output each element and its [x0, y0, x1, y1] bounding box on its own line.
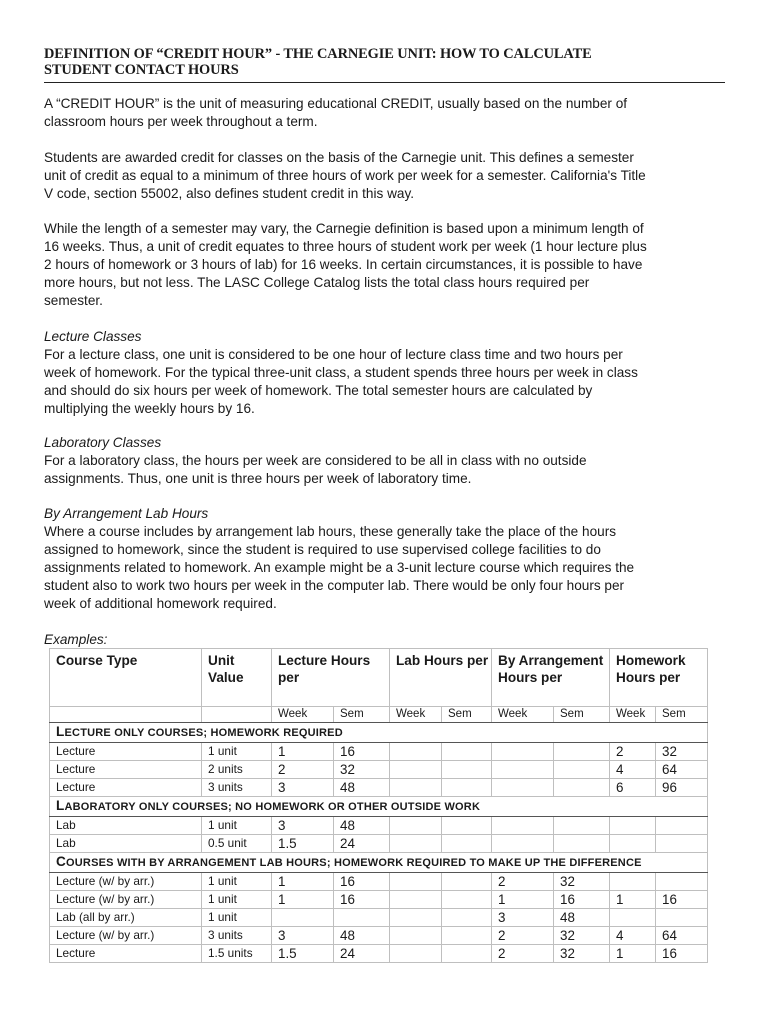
title-divider [44, 82, 725, 83]
hours-cell: 48 [554, 909, 610, 927]
hours-cell [442, 945, 492, 963]
table-header-row [50, 649, 708, 707]
hours-cell: 24 [334, 945, 390, 963]
table-row [50, 909, 708, 927]
course-type-cell: Lecture [50, 779, 202, 797]
hours-cell: 1.5 [272, 835, 334, 853]
table-row [50, 835, 708, 853]
table-row [50, 873, 708, 891]
paragraph-line: While the length of a semester may vary, the Carnegie definition is based upon a minimum length of [44, 221, 644, 236]
examples-table [49, 648, 708, 963]
intro-paragraph [44, 95, 734, 131]
hours-cell: 48 [334, 779, 390, 797]
hours-cell [610, 873, 656, 891]
subheader-blank [50, 707, 202, 723]
table-row [50, 927, 708, 945]
hours-cell [442, 743, 492, 761]
section-title-initial: L [56, 798, 65, 813]
hours-cell [492, 761, 554, 779]
unit-value-cell: 3 units [202, 779, 272, 797]
hours-cell: 48 [334, 817, 390, 835]
subheader-sem: Sem [334, 707, 390, 723]
paragraph-line: For a lecture class, one unit is considered to be one hour of lecture class time and two hours per [44, 347, 623, 362]
hours-cell [492, 779, 554, 797]
course-type-cell: Lab [50, 835, 202, 853]
hours-cell [442, 835, 492, 853]
hours-cell [390, 779, 442, 797]
paragraph-line: multiplying the weekly hours by 16. [44, 401, 255, 416]
subheader-week: Week [492, 707, 554, 723]
section-title-rest: ABORATORY ONLY COURSES; NO HOMEWORK OR OTHER OUTSIDE WORK [64, 801, 481, 813]
hours-cell [390, 761, 442, 779]
hours-cell [390, 945, 442, 963]
hours-cell [390, 873, 442, 891]
section-title-rest: OURSES WITH BY ARRANGEMENT LAB HOURS; HOMEWORK REQUIRED TO MAKE UP THE DIFFERENCE [66, 857, 642, 869]
unit-value-cell: 2 units [202, 761, 272, 779]
hours-cell [390, 817, 442, 835]
paragraph-line: semester. [44, 293, 103, 308]
paragraph-line: week of additional homework required. [44, 596, 277, 611]
course-type-cell: Lecture (w/ by arr.) [50, 927, 202, 945]
hours-cell: 16 [334, 891, 390, 909]
hours-cell: 32 [656, 743, 708, 761]
subheader-blank [202, 707, 272, 723]
laboratory-classes-heading: Laboratory Classes [44, 435, 162, 450]
subheader-week: Week [610, 707, 656, 723]
hours-cell [492, 817, 554, 835]
hours-cell: 2 [492, 945, 554, 963]
hours-cell: 1.5 [272, 945, 334, 963]
hours-cell [610, 817, 656, 835]
section-title-initial: C [56, 854, 67, 869]
hours-cell: 1 [610, 945, 656, 963]
section-title-initial: L [56, 724, 65, 739]
hours-cell: 96 [656, 779, 708, 797]
hours-cell: 1 [272, 873, 334, 891]
by-arrangement-heading: By Arrangement Lab Hours [44, 506, 209, 521]
unit-value-cell: 3 units [202, 927, 272, 945]
hours-cell [442, 873, 492, 891]
paragraph-line: Where a course includes by arrangement lab hours, these generally take the place of the hours [44, 524, 617, 539]
hours-cell [554, 743, 610, 761]
section-title [50, 723, 708, 743]
paragraph-line: classroom hours per week throughout a term. [44, 114, 318, 129]
paragraph-line: unit of credit as equal to a minimum of three hours of work per week for a semester. California's Title [44, 168, 646, 183]
table-section-row [50, 723, 708, 743]
subheader-sem: Sem [656, 707, 708, 723]
paragraph-line: week of homework. For the typical three-unit class, a student spends three hours per week in class [44, 365, 638, 380]
hours-cell: 3 [272, 779, 334, 797]
hours-cell [610, 835, 656, 853]
page-title [44, 46, 704, 78]
table-row [50, 945, 708, 963]
unit-value-cell: 1 unit [202, 873, 272, 891]
unit-value-cell: 1 unit [202, 743, 272, 761]
course-type-cell: Lecture [50, 761, 202, 779]
hours-cell: 16 [656, 945, 708, 963]
hours-cell [272, 909, 334, 927]
paragraph-line: A “CREDIT HOUR” is the unit of measuring educational CREDIT, usually based on the number of [44, 96, 628, 111]
hours-cell: 2 [272, 761, 334, 779]
table-subheader-row [50, 707, 708, 723]
hours-cell: 32 [554, 873, 610, 891]
hours-cell [492, 743, 554, 761]
hours-cell: 48 [334, 927, 390, 945]
course-type-cell: Lecture (w/ by arr.) [50, 891, 202, 909]
hours-cell: 64 [656, 761, 708, 779]
laboratory-classes-paragraph [44, 452, 734, 488]
section-title [50, 853, 708, 873]
paragraph-line: 16 weeks. Thus, a unit of credit equates to three hours of student work per week (1 hour lecture plus [44, 239, 647, 254]
hours-cell: 16 [334, 743, 390, 761]
paragraph-line: 2 hours of homework or 3 hours of lab) for 16 weeks. In certain circumstances, it is possible to have [44, 257, 643, 272]
hours-cell: 32 [334, 761, 390, 779]
section-title [50, 797, 708, 817]
hours-cell [554, 779, 610, 797]
title-line-1: DEFINITION OF “CREDIT HOUR” - THE CARNEGIE UNIT: HOW TO CALCULATE [44, 46, 592, 62]
course-type-cell: Lab (all by arr.) [50, 909, 202, 927]
unit-value-cell: 1 unit [202, 909, 272, 927]
hours-cell [390, 835, 442, 853]
hours-cell [442, 891, 492, 909]
hours-cell [442, 927, 492, 945]
header-by-arrangement-hours: By Arrangement Hours per [492, 649, 610, 707]
hours-cell [554, 835, 610, 853]
paragraph-line: assignments. Thus, one unit is three hours per week of laboratory time. [44, 471, 472, 486]
header-course-type: Course Type [50, 649, 202, 707]
subheader-week: Week [390, 707, 442, 723]
hours-cell [442, 817, 492, 835]
hours-cell: 3 [272, 817, 334, 835]
hours-cell [554, 817, 610, 835]
hours-cell [656, 873, 708, 891]
header-lab-hours: Lab Hours per [390, 649, 492, 707]
hours-cell: 16 [656, 891, 708, 909]
hours-cell: 2 [492, 873, 554, 891]
hours-cell: 16 [334, 873, 390, 891]
hours-cell [492, 835, 554, 853]
hours-cell: 4 [610, 927, 656, 945]
lecture-classes-heading: Lecture Classes [44, 329, 142, 344]
table-row [50, 891, 708, 909]
hours-cell [390, 927, 442, 945]
course-type-cell: Lecture [50, 945, 202, 963]
hours-cell [390, 909, 442, 927]
paragraph-line: and should do six hours per week of homework. The total semester hours are calculated by [44, 383, 593, 398]
header-lecture-hours: Lecture Hours per [272, 649, 390, 707]
hours-cell: 1 [492, 891, 554, 909]
hours-cell: 1 [272, 891, 334, 909]
hours-cell: 4 [610, 761, 656, 779]
hours-cell: 64 [656, 927, 708, 945]
table-row [50, 817, 708, 835]
hours-cell: 32 [554, 927, 610, 945]
paragraph-line: student also to work two hours per week in the computer lab. There would be only four hours per [44, 578, 625, 593]
hours-cell: 1 [610, 891, 656, 909]
unit-value-cell: 1 unit [202, 817, 272, 835]
hours-cell: 2 [610, 743, 656, 761]
paragraph-line: V code, section 55002, also defines student credit in this way. [44, 186, 415, 201]
hours-cell: 3 [272, 927, 334, 945]
hours-cell [656, 909, 708, 927]
unit-value-cell: 1.5 units [202, 945, 272, 963]
header-unit-value: Unit Value [202, 649, 272, 707]
hours-cell: 3 [492, 909, 554, 927]
hours-cell: 16 [554, 891, 610, 909]
title-line-2: STUDENT CONTACT HOURS [44, 62, 239, 78]
hours-cell [334, 909, 390, 927]
hours-cell: 32 [554, 945, 610, 963]
hours-cell: 1 [272, 743, 334, 761]
unit-value-cell: 1 unit [202, 891, 272, 909]
unit-value-cell: 0.5 unit [202, 835, 272, 853]
hours-cell [610, 909, 656, 927]
table-section-row [50, 853, 708, 873]
table-section-row [50, 797, 708, 817]
by-arrangement-paragraph [44, 523, 734, 613]
subheader-week: Week [272, 707, 334, 723]
subheader-sem: Sem [554, 707, 610, 723]
paragraph-line: more hours, but not less. The LASC College Catalog lists the total class hours required per [44, 275, 590, 290]
table-row [50, 743, 708, 761]
paragraph-line: assigned to homework, since the student is required to use supervised college facilities to do [44, 542, 601, 557]
subheader-sem: Sem [442, 707, 492, 723]
paragraph-line: Students are awarded credit for classes on the basis of the Carnegie unit. This defines a semester [44, 150, 634, 165]
table-row [50, 761, 708, 779]
hours-cell [390, 743, 442, 761]
paragraph-line: assignments related to homework. An example might be a 3-unit lecture course which requires the [44, 560, 635, 575]
semester-paragraph [44, 220, 734, 310]
hours-cell: 6 [610, 779, 656, 797]
header-homework-hours: Homework Hours per [610, 649, 708, 707]
section-title-rest: ECTURE ONLY COURSES; HOMEWORK REQUIRED [64, 727, 343, 739]
hours-cell: 2 [492, 927, 554, 945]
carnegie-paragraph [44, 149, 734, 203]
examples-label: Examples: [44, 632, 108, 647]
lecture-classes-paragraph [44, 346, 734, 418]
paragraph-line: For a laboratory class, the hours per week are considered to be all in class with no outside [44, 453, 587, 468]
course-type-cell: Lab [50, 817, 202, 835]
hours-cell [656, 835, 708, 853]
hours-cell [390, 891, 442, 909]
course-type-cell: Lecture (w/ by arr.) [50, 873, 202, 891]
table-row [50, 779, 708, 797]
hours-cell [656, 817, 708, 835]
hours-cell [442, 779, 492, 797]
hours-cell: 24 [334, 835, 390, 853]
hours-cell [442, 909, 492, 927]
hours-cell [554, 761, 610, 779]
course-type-cell: Lecture [50, 743, 202, 761]
hours-cell [442, 761, 492, 779]
